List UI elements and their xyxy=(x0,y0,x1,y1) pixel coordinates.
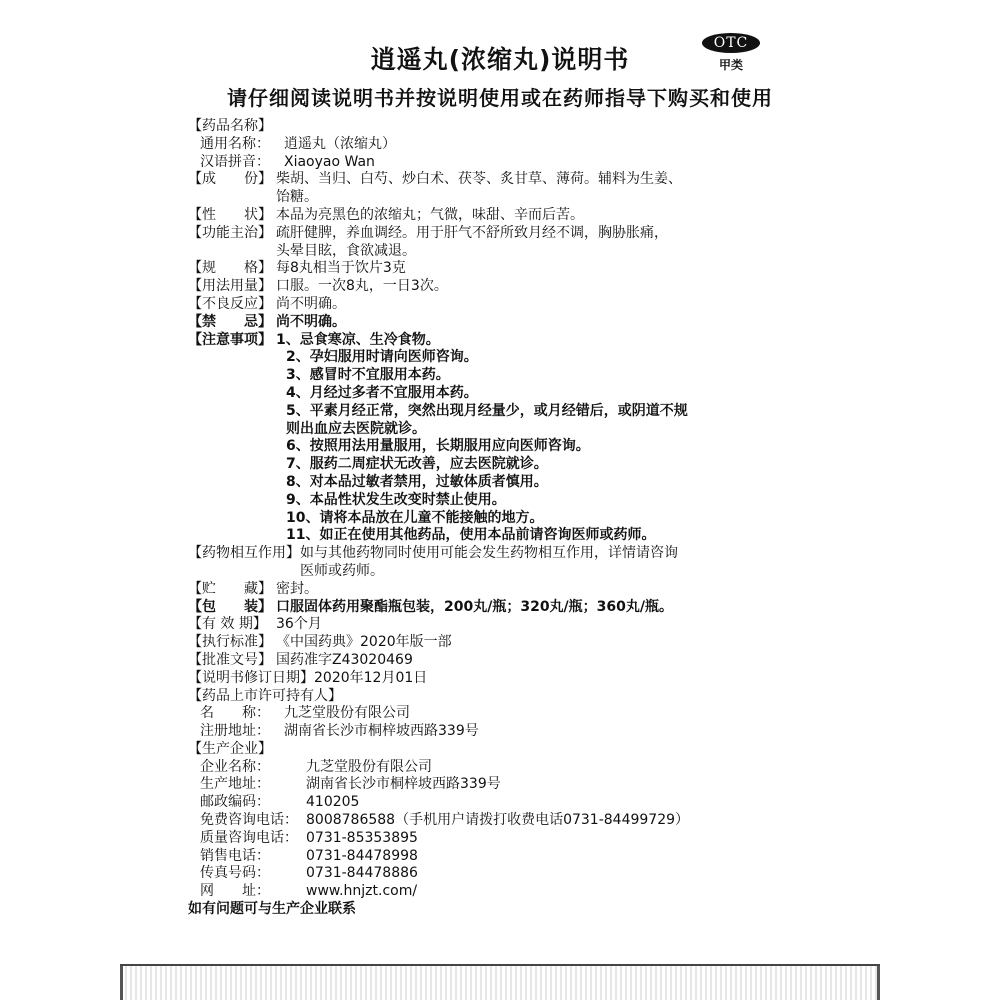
section-validity xyxy=(188,616,818,634)
interactions-value xyxy=(300,545,818,581)
precaution-item: 7、服药二周症状无改善，应去医院就诊。 xyxy=(286,456,548,473)
holder-name-row xyxy=(188,705,818,723)
contact-note: 如有问题可与生产企业联系 xyxy=(188,901,356,918)
interactions-line: 医师或药师。 xyxy=(300,562,384,579)
field-label: 通用名称： xyxy=(200,135,270,152)
quality-phone-value: 0731-85353895 xyxy=(306,829,418,846)
section-label: 【禁 忌】 xyxy=(188,313,272,330)
reading-instruction: 请仔细阅读说明书并按说明使用或在药师指导下购买和使用 xyxy=(227,86,773,110)
field-label: 汉语拼音： xyxy=(200,153,270,170)
field-label: 名 称： xyxy=(200,705,270,722)
section-label: 【性 状】 xyxy=(188,206,272,223)
precaution-item: 8、对本品过敏者禁用，过敏体质者慎用。 xyxy=(286,473,548,490)
holder-address-row xyxy=(188,723,818,741)
ingredients-value xyxy=(276,171,818,207)
section-label: 【规 格】 xyxy=(188,260,272,277)
section-label: 【有 效 期】 xyxy=(188,616,267,633)
strip-edge-right xyxy=(877,966,880,1000)
field-label: 邮政编码： xyxy=(200,794,270,811)
section-label: 【贮 藏】 xyxy=(188,580,272,597)
production-address-row xyxy=(188,776,818,794)
contraindications-value: 尚不明确。 xyxy=(276,313,346,330)
section-label: 【注意事项】 xyxy=(188,331,272,348)
section-contraindications xyxy=(188,314,818,332)
hotline-value: 8008786588（手机用户请拨打收费电话0731-84499729） xyxy=(306,812,690,829)
package-value: 口服固体药用聚酯瓶包装，200丸/瓶；320丸/瓶；360丸/瓶。 xyxy=(276,598,674,615)
section-interactions xyxy=(188,545,818,581)
section-label: 【批准文号】 xyxy=(188,651,272,668)
fax-value: 0731-84478886 xyxy=(306,865,418,882)
generic-name-value: 逍遥丸（浓缩丸） xyxy=(284,135,396,152)
section-manufacturer xyxy=(188,741,818,759)
pinyin-value: Xiaoyao Wan xyxy=(284,153,375,170)
hotline-row xyxy=(188,812,818,830)
section-standard xyxy=(188,634,818,652)
precautions-list xyxy=(188,349,818,545)
section-precautions xyxy=(188,332,818,546)
section-indications xyxy=(188,225,818,261)
section-holder xyxy=(188,688,818,706)
field-label: 销售电话： xyxy=(200,847,270,864)
field-label: 免费咨询电话： xyxy=(200,812,298,829)
sales-phone-row xyxy=(188,848,818,866)
precaution-item: 9、本品性状发生改变时禁止使用。 xyxy=(286,491,506,508)
section-label: 【用法用量】 xyxy=(188,278,272,295)
section-approval xyxy=(188,652,818,670)
field-label: 生产地址： xyxy=(200,776,270,793)
section-revision-date xyxy=(188,670,818,688)
section-label: 【药品名称】 xyxy=(188,118,272,134)
section-properties xyxy=(188,207,818,225)
section-label: 【说明书修订日期】 xyxy=(188,669,314,686)
precaution-item: 10、请将本品放在儿童不能接触的地方。 xyxy=(286,509,544,526)
strip-edge-left xyxy=(120,966,123,1000)
quality-phone-row xyxy=(188,830,818,848)
ingredients-line: 饴糖。 xyxy=(276,189,318,206)
postcode-value: 410205 xyxy=(306,794,360,811)
field-label: 网 址： xyxy=(200,883,270,900)
adverse-value: 尚不明确。 xyxy=(276,295,346,312)
section-adverse-reactions xyxy=(188,296,818,314)
precaution-item: 5、平素月经正常，突然出现月经量少，或月经错后，或阴道不规 xyxy=(286,402,688,419)
validity-value: 36个月 xyxy=(276,616,322,633)
generic-name-row xyxy=(188,136,818,154)
company-name-value: 九芝堂股份有限公司 xyxy=(306,758,432,775)
pinyin-row xyxy=(188,154,818,172)
standard-value: 《中国药典》2020年版一部 xyxy=(276,634,452,651)
production-address-value: 湖南省长沙市桐梓坡西路339号 xyxy=(306,776,501,793)
section-label: 【生产企业】 xyxy=(188,740,272,757)
scanned-edge-strip xyxy=(120,964,880,1000)
postcode-row xyxy=(188,794,818,812)
field-label: 质量咨询电话： xyxy=(200,829,298,846)
precaution-item: 4、月经过多者不宜服用本药。 xyxy=(286,384,478,401)
otc-badge: OTC xyxy=(702,33,760,53)
section-label: 【不良反应】 xyxy=(188,295,272,312)
contact-note-row xyxy=(188,901,818,919)
section-label: 【执行标准】 xyxy=(188,634,272,651)
company-name-row xyxy=(188,759,818,777)
revision-value: 2020年12月01日 xyxy=(314,669,428,686)
otc-class-label: 甲类 xyxy=(718,58,743,72)
leaflet-body xyxy=(188,118,818,919)
field-label: 传真号码： xyxy=(200,865,270,882)
indications-line: 疏肝健脾，养血调经。用于肝气不舒所致月经不调，胸胁胀痛， xyxy=(276,224,668,241)
indications-line: 头晕目眩，食欲减退。 xyxy=(276,242,416,259)
indications-value xyxy=(276,225,818,261)
section-label: 【功能主治】 xyxy=(188,224,272,241)
specification-value: 每8丸相当于饮片3克 xyxy=(276,260,406,277)
section-label: 【成 份】 xyxy=(188,171,272,188)
precautions-first-row xyxy=(188,332,818,350)
section-package xyxy=(188,599,818,617)
holder-address-value: 湖南省长沙市桐梓坡西路339号 xyxy=(284,723,479,740)
section-storage xyxy=(188,581,818,599)
sales-phone-value: 0731-84478998 xyxy=(306,847,418,864)
precaution-item: 2、孕妇服用时请向医师咨询。 xyxy=(286,349,478,366)
precaution-item: 1、忌食寒凉、生冷食物。 xyxy=(276,331,440,348)
precaution-item: 3、感冒时不宜服用本药。 xyxy=(286,367,450,384)
section-specification xyxy=(188,260,818,278)
precaution-item: 6、按照用法用量服用，长期服用应向医师咨询。 xyxy=(286,438,590,455)
field-label: 企业名称： xyxy=(200,758,270,775)
section-label: 【药品上市许可持有人】 xyxy=(188,687,342,704)
properties-value: 本品为亮黑色的浓缩丸；气微，味甜、辛而后苦。 xyxy=(276,206,584,223)
holder-name-value: 九芝堂股份有限公司 xyxy=(284,705,410,722)
precaution-item-continuation: 则出血应去医院就诊。 xyxy=(286,420,426,437)
dosage-value: 口服。一次8丸，一日3次。 xyxy=(276,278,448,295)
storage-value: 密封。 xyxy=(276,580,318,597)
section-drug-name xyxy=(188,118,818,136)
field-label: 注册地址： xyxy=(200,723,270,740)
section-ingredients xyxy=(188,171,818,207)
precaution-item: 11、如正在使用其他药品，使用本品前请咨询医师或药师。 xyxy=(286,527,656,544)
ingredients-line: 柴胡、当归、白芍、炒白术、茯苓、炙甘草、薄荷。辅料为生姜、 xyxy=(276,171,682,188)
website-row xyxy=(188,883,818,901)
section-label: 【药物相互作用】 xyxy=(188,545,300,562)
website-value: www.hnjzt.com/ xyxy=(306,883,418,900)
approval-value: 国药准字Z43020469 xyxy=(276,651,413,668)
interactions-line: 如与其他药物同时使用可能会发生药物相互作用，详情请咨询 xyxy=(300,545,678,562)
fax-row xyxy=(188,865,818,883)
section-label: 【包 装】 xyxy=(188,598,272,615)
document-title: 逍遥丸(浓缩丸)说明书 xyxy=(370,45,630,74)
section-dosage xyxy=(188,278,818,296)
